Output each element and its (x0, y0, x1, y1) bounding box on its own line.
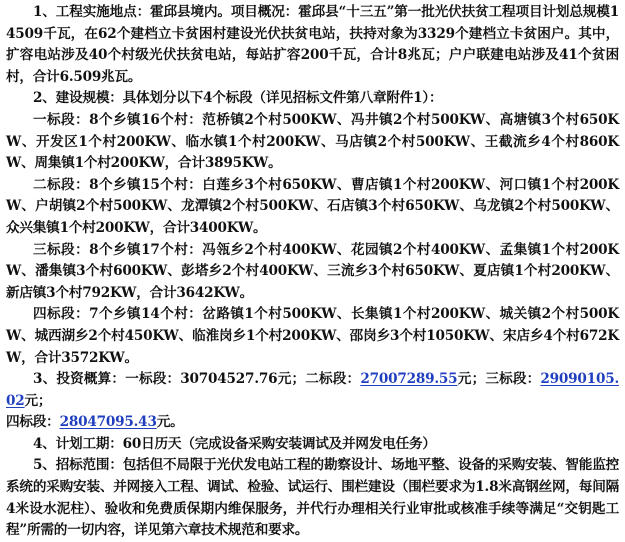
lot-4-text-prefix: 四标段： (6, 414, 60, 431)
paragraph-lot-2: 二标段：8个乡镇15个村：白莲乡3个村650KW、曹店镇1个村200KW、河口镇1个村200KW、户胡镇2个村500KW、龙潭镇2个村500KW、石店镇3个村650KW、乌龙镇2个村500KW、众兴集镇1个村200KW，合计3400KW。 (6, 176, 619, 236)
paragraph-schedule: 4、计划工期：60日历天（完成设备采购安装调试及并网发电任务） (33, 435, 436, 452)
lot-4-text-suffix: 元。 (156, 414, 184, 431)
investment-text-prefix: 3、投资概算：一标段：30704527.76元；二标段： (33, 371, 361, 388)
paragraph-investment-lot-4 (6, 412, 619, 434)
paragraph-project-location: 1、工程实施地点：霍邱县境内。项目概况：霍邱县“十三五”第一批光伏扶贫工程项目计划总规模14509千瓦，在62个建档立卡贫困村建设光伏扶贫电站，扶持对象为3329个建档立卡贫困户。其中，扩容电站涉及40个村级光伏扶贫电站，每站扩容200千瓦，合计8兆瓦；户户联建电站涉及41个贫困村，合计6.509兆瓦。 (6, 4, 619, 85)
lot-4-amount-link[interactable]: 28047095.43 (59, 414, 157, 431)
paragraph-lot-3: 三标段：8个乡镇17个村：冯瓴乡2个村400KW、花园镇2个村400KW、孟集镇1个村200KW、潘集镇3个村600KW、彭塔乡2个村400KW、三流乡3个村650KW、夏店镇1个村200KW、新店镇3个村792KW，合计3642KW。 (6, 241, 619, 301)
investment-text-suffix: 元； (24, 392, 52, 409)
paragraph-construction-scale: 2、建设规模：具体划分以下4个标段（详见招标文件第八章附件1）： (33, 90, 443, 107)
paragraph-investment-estimate (6, 369, 619, 412)
lot-3-amount-link[interactable]: 29090105.02 (6, 371, 619, 409)
paragraph-lot-4: 四标段：7个乡镇14个村：岔路镇1个村500KW、长集镇1个村200KW、城关镇2个村500KW、城西湖乡2个村450KW、临淮岗乡1个村200KW、邵岗乡3个村1050KW、宋店乡4个村672KW，合计3572KW。 (6, 306, 619, 366)
paragraph-lot-1: 一标段：8个乡镇16个村：范桥镇2个村500KW、冯井镇2个村500KW、高塘镇3个村650KW、开发区1个村200KW、临水镇1个村200KW、马店镇2个村500KW、王截流乡4个村860KW、周集镇1个村200KW，合计3895KW。 (6, 111, 619, 172)
lot-2-amount-link[interactable]: 27007289.55 (360, 371, 458, 388)
paragraph-tender-scope: 5、招标范围：包括但不局限于光伏发电站工程的勘察设计、场地平整、设备的采购安装、智能监控系统的采购安装、并网接入工程、调试、检验、试运行、围栏建设（围栏要求为1.8米高钢丝网，每间隔4米设水泥柱）、验收和免费质保期内维保服务，并代行办理相关行业审批或核准手续等满足“交钥匙工程”所需的一切内容，详见第六章技术规范和要求。 (6, 457, 619, 539)
investment-text-mid: 元；三标段： (457, 371, 541, 388)
